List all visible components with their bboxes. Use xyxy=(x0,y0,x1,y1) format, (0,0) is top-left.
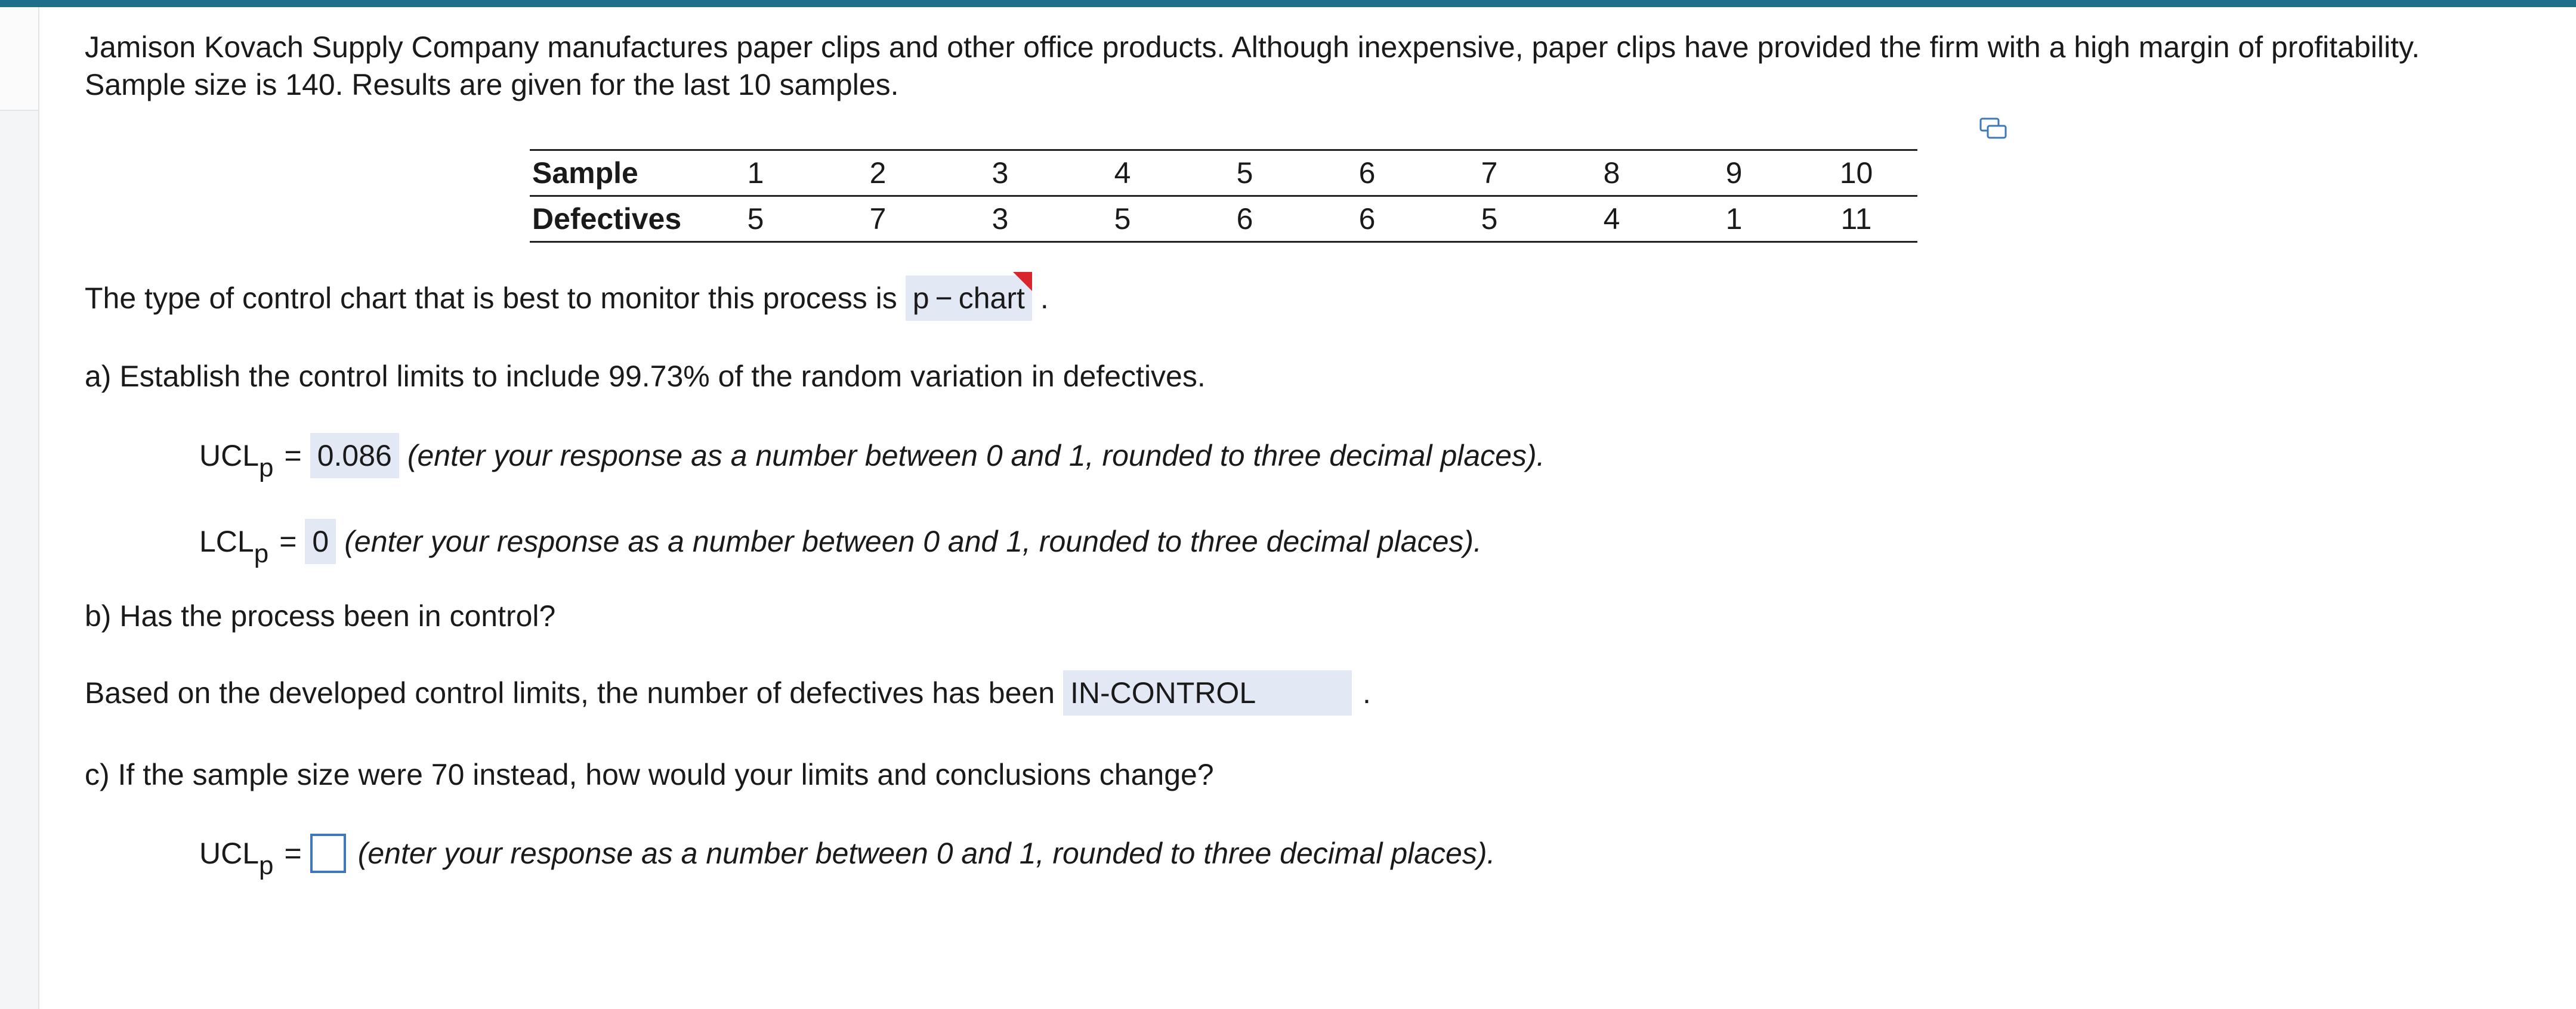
ucl-label: UCLp xyxy=(199,439,274,482)
sample-cell: 7 xyxy=(1428,150,1550,196)
defectives-cell: 11 xyxy=(1795,196,1917,242)
ucl-hint-c: (enter your response as a number between 0 and 1, rounded to three decimal places). xyxy=(357,837,1496,870)
table-row-defectives xyxy=(530,196,1917,242)
defectives-cell: 6 xyxy=(1306,196,1428,242)
part-c-question xyxy=(85,757,1214,792)
defectives-cell: 6 xyxy=(1184,196,1306,242)
lcl-label: LCLp xyxy=(199,525,269,568)
control-status-prompt: Based on the developed control limits, the number of defectives has been xyxy=(85,676,1055,710)
lcl-row-a xyxy=(199,519,1482,568)
part-b-question-text: b) Has the process been in control? xyxy=(85,599,556,633)
ucl-input-c[interactable] xyxy=(310,834,346,873)
ucl-answer-text: 0.086 xyxy=(317,439,392,472)
problem-intro xyxy=(85,29,2531,104)
control-status-period: . xyxy=(1363,676,1371,710)
sample-cell: 2 xyxy=(817,150,939,196)
sample-cell: 10 xyxy=(1795,150,1917,196)
intro-line-1: Jamison Kovach Supply Company manufactures paper clips and other office products. Although inexpensive, paper clips have provided the firm with a high margin of profitability. xyxy=(85,30,2420,64)
ucl-answer[interactable] xyxy=(310,433,399,478)
defectives-cell: 5 xyxy=(694,196,817,242)
defectives-cell: 5 xyxy=(1428,196,1550,242)
chart-type-line xyxy=(85,276,1049,321)
sample-cell: 9 xyxy=(1673,150,1795,196)
ucl-hint: (enter your response as a number between 0 and 1, rounded to three decimal places). xyxy=(407,439,1545,472)
left-panel-tab[interactable] xyxy=(0,7,38,111)
feedback-flag-icon xyxy=(1013,272,1032,291)
chart-type-period: . xyxy=(1040,281,1049,315)
defectives-cell: 1 xyxy=(1673,196,1795,242)
sample-cell: 5 xyxy=(1184,150,1306,196)
ucl-label-c: UCLp xyxy=(199,837,274,880)
lcl-answer[interactable] xyxy=(305,519,336,564)
equals-sign: = xyxy=(279,525,297,558)
row-label-sample: Sample xyxy=(530,150,694,196)
sample-cell: 8 xyxy=(1550,150,1673,196)
control-status-answer[interactable] xyxy=(1063,670,1352,716)
defectives-cell: 4 xyxy=(1550,196,1673,242)
table-row-sample xyxy=(530,150,1917,196)
ucl-row-c xyxy=(199,834,1496,880)
lcl-hint: (enter your response as a number between 0 and 1, rounded to three decimal places). xyxy=(344,525,1482,558)
part-b-question xyxy=(85,599,555,633)
sample-cell: 4 xyxy=(1061,150,1184,196)
equals-sign: = xyxy=(284,837,302,870)
sample-cell: 1 xyxy=(694,150,817,196)
left-panel xyxy=(0,7,39,1009)
defectives-cell: 7 xyxy=(817,196,939,242)
sample-cell: 6 xyxy=(1306,150,1428,196)
ucl-row-a xyxy=(199,433,1545,482)
control-status-line xyxy=(85,670,1371,716)
row-label-defectives: Defectives xyxy=(530,196,694,242)
part-a-question-text: a) Establish the control limits to include 99.73% of the random variation in defectives. xyxy=(85,360,1206,393)
defectives-cell: 5 xyxy=(1061,196,1184,242)
chart-type-answer-text: p − chart xyxy=(912,281,1025,315)
sample-cell: 3 xyxy=(939,150,1061,196)
lcl-answer-text: 0 xyxy=(312,525,329,558)
top-bar xyxy=(0,0,2576,7)
defectives-table xyxy=(530,149,1917,243)
chart-type-prompt: The type of control chart that is best to monitor this process is xyxy=(85,281,897,315)
equals-sign: = xyxy=(284,439,302,472)
part-c-question-text: c) If the sample size were 70 instead, how would your limits and conclusions change? xyxy=(85,758,1214,791)
control-status-answer-text: IN-CONTROL xyxy=(1070,676,1256,710)
defectives-cell: 3 xyxy=(939,196,1061,242)
expand-table-icon[interactable] xyxy=(1979,117,2007,142)
intro-line-2: Sample size is 140. Results are given for the last 10 samples. xyxy=(85,68,899,101)
question-content xyxy=(85,29,2531,104)
part-a-question xyxy=(85,359,1206,394)
chart-type-answer[interactable] xyxy=(906,276,1032,321)
